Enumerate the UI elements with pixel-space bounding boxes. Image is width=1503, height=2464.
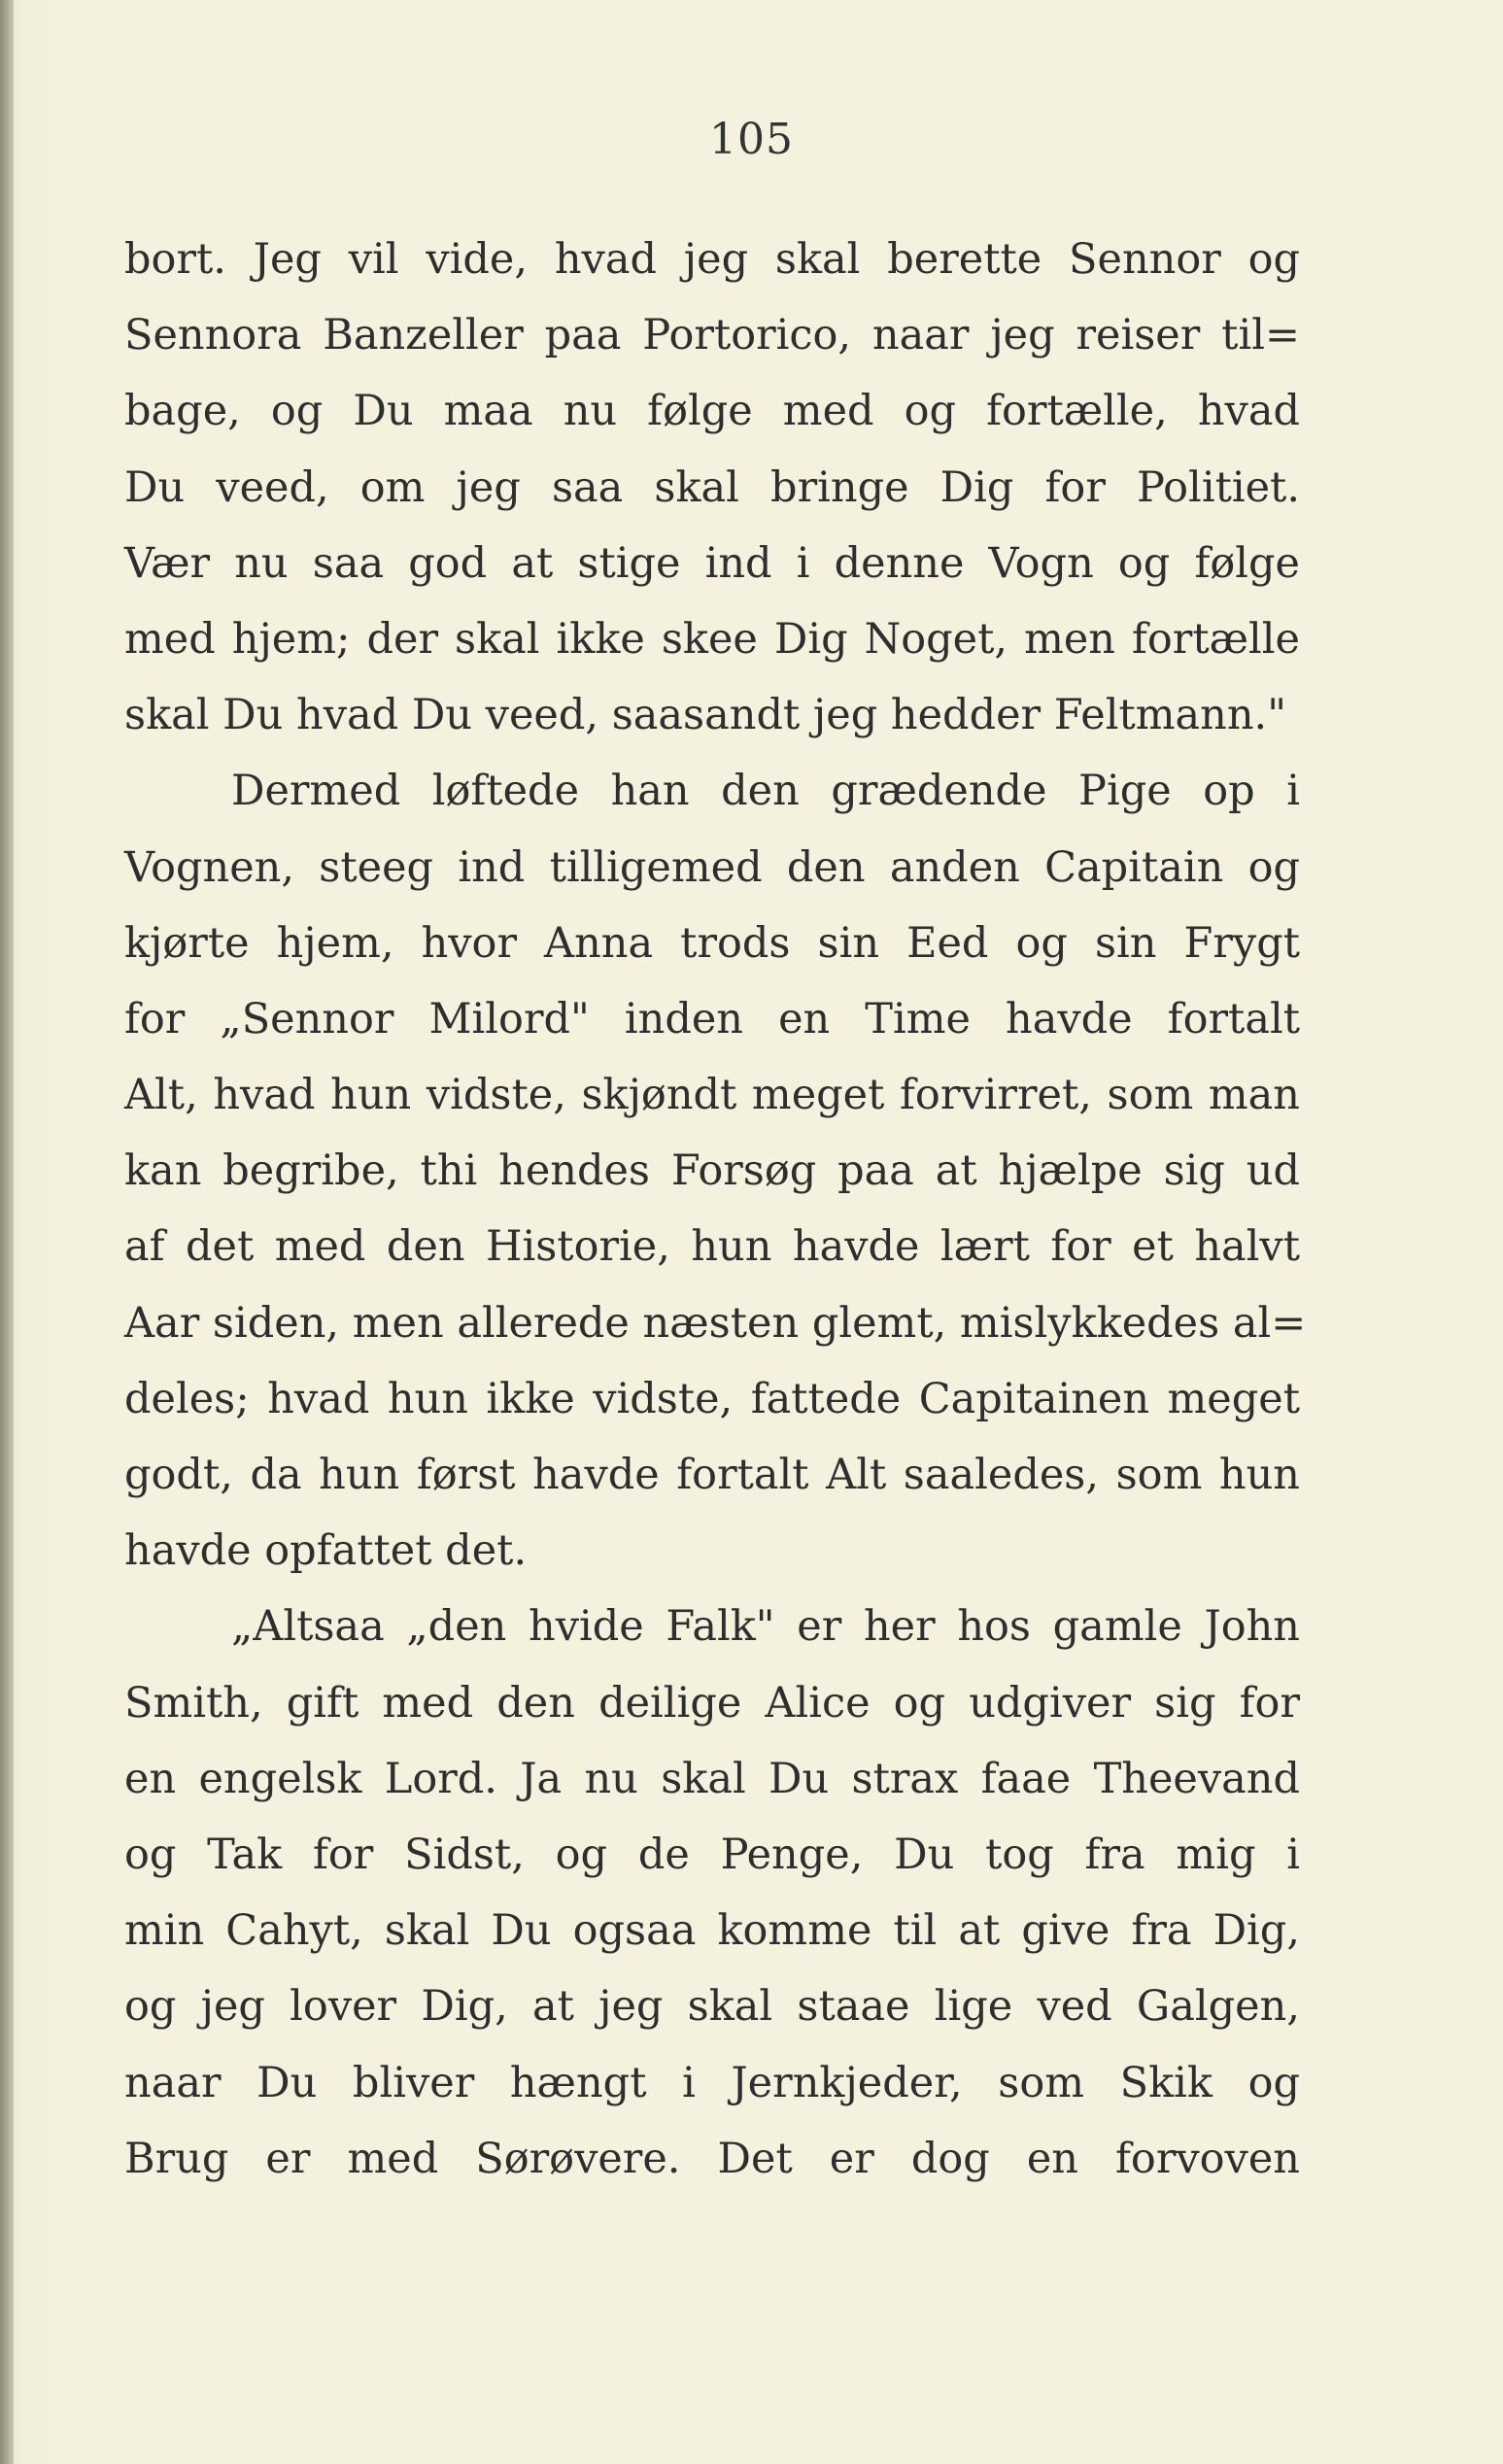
text-line: af det med den Historie, hun havde lært for et halvt [124,1222,1300,1272]
text-line: Sennora Banzeller paa Portorico, naar jeg reiser til= [124,311,1300,360]
text-line: havde opfattet det. [124,1526,528,1576]
text-line: Du veed, om jeg saa skal bringe Dig for Politiet. [124,462,1300,512]
text-line: Dermed løftede han den grædende Pige op i [231,767,1300,816]
text-line: godt, da hun først havde fortalt Alt saaledes, som hun [124,1451,1300,1499]
text-line: naar Du bliver hængt i Jernkjeder, som Skik og [124,2058,1300,2107]
text-line: Aar siden, men allerede næsten glemt, mislykkedes al= [124,1298,1307,1348]
text-line: en engelsk Lord. Ja nu skal Du strax faae Theevand [124,1754,1300,1803]
text-line: Brug er med Sørøvere. Det er dog en forvoven [124,2134,1300,2183]
text-line: Alt, hvad hun vidste, skjøndt meget forvirret, som man [124,1071,1300,1120]
text-line: bage, og Du maa nu følge med og fortælle, hvad [124,387,1300,436]
page-binding-edge [0,0,14,2464]
text-line: min Cahyt, skal Du ogsaa komme til at give fra Dig, [124,1906,1300,1956]
text-line: bort. Jeg vil vide, hvad jeg skal berette Sennor og [124,235,1300,284]
text-line: og jeg lover Dig, at jeg skal staae lige ved Galgen, [124,1982,1300,2032]
text-line: Vognen, steeg ind tilligemed den anden Capitain og [124,842,1300,892]
text-line: og Tak for Sidst, og de Penge, Du tog fra mig i [124,1830,1300,1879]
text-line: skal Du hvad Du veed, saasandt jeg hedder Feltmann." [124,691,1286,740]
text-line: „Altsaa „den hvide Falk" er her hos gamle John [231,1602,1300,1652]
text-line: kan begribe, thi hendes Forsøg paa at hjælpe sig ud [124,1146,1300,1196]
page-number: 105 [709,115,794,164]
text-line: for „Sennor Milord" inden en Time havde fortalt [124,994,1300,1044]
text-line: kjørte hjem, hvor Anna trods sin Eed og sin Frygt [124,918,1300,968]
text-line: med hjem; der skal ikke skee Dig Noget, men fortælle [124,614,1300,664]
text-line: deles; hvad hun ikke vidste, fattede Capitainen meget [124,1374,1300,1423]
body-text [124,222,1307,2197]
text-line: Vær nu saa god at stige ind i denne Vogn og følge [124,538,1300,588]
text-line: Smith, gift med den deilige Alice og udgiver sig for [124,1678,1300,1728]
